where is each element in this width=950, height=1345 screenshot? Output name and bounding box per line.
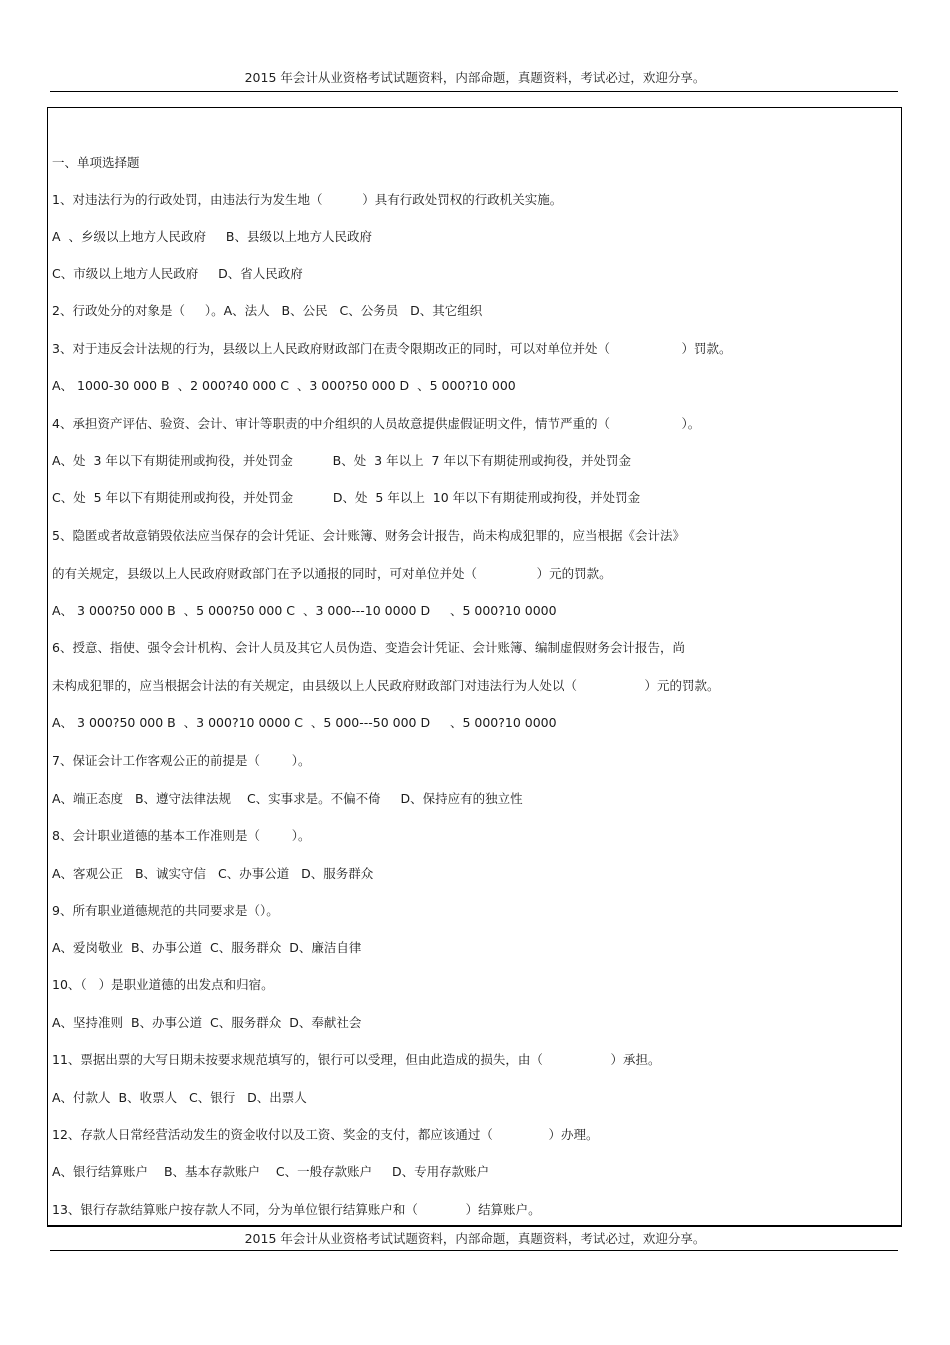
question-line: 2、行政处分的对象是（ ）。A、法人 B、公民 C、公务员 D、其它组织 bbox=[52, 303, 483, 318]
question-line: A、 3 000?50 000 B 、5 000?50 000 C 、3 000---10 0000 D 、5 000?10 0000 bbox=[52, 603, 557, 618]
question-line: A、 1000-30 000 B 、2 000?40 000 C 、3 000?50 000 D 、5 000?10 000 bbox=[52, 378, 516, 393]
question-line: 13、银行存款结算账户按存款人不同，分为单位银行结算账户和（ ）结算账户。 bbox=[52, 1202, 541, 1217]
question-line: A 、乡级以上地方人民政府 B、县级以上地方人民政府 bbox=[52, 229, 372, 244]
page-header: 2015 年会计从业资格考试试题资料，内部命题，真题资料，考试必过，欢迎分享。 bbox=[244, 70, 706, 85]
question-line: 8、会计职业道德的基本工作准则是（ ）。 bbox=[52, 828, 311, 843]
question-line: A、坚持准则 B、办事公道 C、服务群众 D、奉献社会 bbox=[52, 1015, 362, 1030]
header-rule bbox=[50, 91, 898, 92]
question-line: 10、（ ）是职业道德的出发点和归宿。 bbox=[52, 977, 274, 992]
question-line: A、端正态度 B、遵守法律法规 C、实事求是。不偏不倚 D、保持应有的独立性 bbox=[52, 791, 523, 806]
question-line: A、付款人 B、收票人 C、银行 D、出票人 bbox=[52, 1090, 307, 1105]
page-footer: 2015 年会计从业资格考试试题资料，内部命题，真题资料，考试必过，欢迎分享。 bbox=[244, 1231, 706, 1246]
question-line: C、处 5 年以下有期徒刑或拘役，并处罚金 D、处 5 年以上 10 年以下有期徒刑或拘役，并处罚金 bbox=[52, 490, 641, 505]
question-line: A、处 3 年以下有期徒刑或拘役，并处罚金 B、处 3 年以上 7 年以下有期徒刑或拘役，并处罚金 bbox=[52, 453, 631, 468]
question-line: 的有关规定，县级以上人民政府财政部门在予以通报的同时，可对单位并处（ ）元的罚款。 bbox=[52, 566, 612, 581]
question-line: 5、隐匿或者故意销毁依法应当保存的会计凭证、会计账簿、财务会计报告，尚未构成犯罪的，应当根据《会计法》 bbox=[52, 528, 685, 543]
question-line: 9、所有职业道德规范的共同要求是（）。 bbox=[52, 903, 279, 918]
question-line: A、 3 000?50 000 B 、3 000?10 0000 C 、5 000---50 000 D 、5 000?10 0000 bbox=[52, 715, 557, 730]
question-line: 11、票据出票的大写日期未按要求规范填写的，银行可以受理，但由此造成的损失，由（ ）承担。 bbox=[52, 1052, 661, 1067]
question-line: A、爱岗敬业 B、办事公道 C、服务群众 D、廉洁自律 bbox=[52, 940, 362, 955]
question-line: 7、保证会计工作客观公正的前提是（ ）。 bbox=[52, 753, 311, 768]
question-line: A、客观公正 B、诚实守信 C、办事公道 D、服务群众 bbox=[52, 866, 374, 881]
footer-rule bbox=[50, 1250, 898, 1251]
question-line: 12、存款人日常经营活动发生的资金收付以及工资、奖金的支付，都应该通过（ ）办理。 bbox=[52, 1127, 599, 1142]
question-line: 1、对违法行为的行政处罚，由违法行为发生地（ ）具有行政处罚权的行政机关实施。 bbox=[52, 192, 563, 207]
section-heading: 一、单项选择题 bbox=[52, 155, 140, 170]
question-line: 6、授意、指使、强令会计机构、会计人员及其它人员伪造、变造会计凭证、会计账簿、编制虚假财务会计报告，尚 bbox=[52, 640, 685, 655]
question-line: 4、承担资产评估、验资、会计、审计等职责的中介组织的人员故意提供虚假证明文件，情节严重的（ ）。 bbox=[52, 416, 701, 431]
question-line: C、市级以上地方人民政府 D、省人民政府 bbox=[52, 266, 303, 281]
question-line: 3、对于违反会计法规的行为，县级以上人民政府财政部门在责令限期改正的同时，可以对单位并处（ ）罚款。 bbox=[52, 341, 732, 356]
question-line: 未构成犯罪的，应当根据会计法的有关规定，由县级以上人民政府财政部门对违法行为人处以（ ）元的罚款。 bbox=[52, 678, 720, 693]
question-line: A、银行结算账户 B、基本存款账户 C、一般存款账户 D、专用存款账户 bbox=[52, 1164, 490, 1179]
